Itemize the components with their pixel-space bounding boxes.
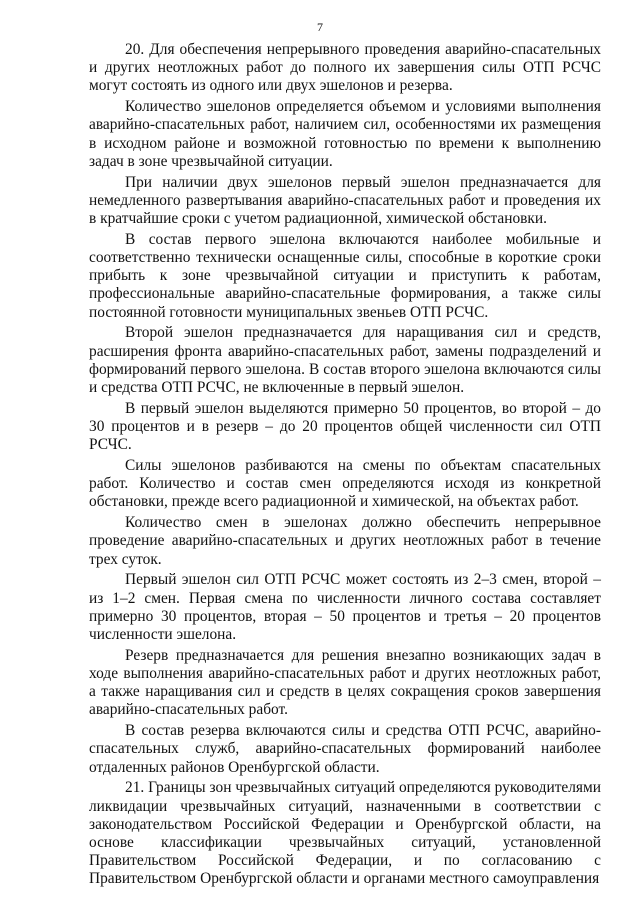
- paragraph-echelon-percentages: В первый эшелон выделяются примерно 50 процентов, во второй – до 30 процентов и в резерв – до 20 процентов общей численности сил ОТП РСЧС.: [89, 399, 601, 454]
- paragraph-first-echelon-shifts: Первый эшелон сил ОТП РСЧС может состоять из 2–3 смен, второй – из 1–2 смен. Первая смена по численности личного состава составляет примерно 30 процентов, вторая – 50 процентов и третья – 20 процентов численности эшелона.: [89, 571, 601, 644]
- paragraph-echelon-count: Количество эшелонов определяется объемом и условиями выполнения аварийно-спасательных работ, наличием сил, особенностями их размещения в исходном районе и возможной готовностью по времени к выполнению задач в зоне чрезвычайной ситуации.: [89, 98, 601, 170]
- paragraph-shift-count: Количество смен в эшелонах должно обеспечить непрерывное проведение аварийно-спасательных и других неотложных работ в течение трех суток.: [89, 514, 601, 568]
- paragraph-20-intro: 20. Для обеспечения непрерывного проведения аварийно-спасательных и других неотложных работ до полного их завершения силы ОТП РСЧС могут состоять из одного или двух эшелонов и резерва.: [89, 41, 601, 95]
- paragraph-21-zone-boundaries: 21. Границы зон чрезвычайных ситуаций определяются руководителями ликвидации чрезвычайных ситуаций, назначенными в соответствии с законодательством Российской Федерации и Оренбургской области, на основе классификации чрезвычайных ситуаций, установленной Правительством Российской Федерации, и по согласованию с Правительством Оренбургской области и органами местного самоуправления: [89, 779, 601, 888]
- paragraph-reserve-purpose: Резерв предназначается для решения внезапно возникающих задач в ходе выполнения аварийно-спасательных работ и других неотложных работ, а также наращивания сил и средств в целях сокращения сроков завершения аварийно-спасательных работ.: [89, 646, 601, 719]
- paragraph-second-echelon: Второй эшелон предназначается для наращивания сил и средств, расширения фронта аварийно-спасательных работ, замены подразделений и формирований первого эшелона. В состав второго эшелона включаются силы и средства ОТП РСЧС, не включенные в первый эшелон.: [89, 324, 601, 397]
- paragraph-first-echelon-composition: В состав первого эшелона включаются наиболее мобильные и соответственно технически оснащенные силы, способные в короткие сроки прибыть к зоне чрезвычайной ситуации и приступить к работам, профессиональные аварийно-спасательные формирования, а также силы постоянной готовности муниципальных звеньев ОТП РСЧС.: [89, 230, 601, 321]
- page-number: 7: [317, 20, 323, 34]
- paragraph-two-echelons: При наличии двух эшелонов первый эшелон предназначается для немедленного развертывания аварийно-спасательных работ и проведения их в кратчайшие сроки с учетом радиационной, химической обстановки.: [89, 173, 601, 228]
- document-body: [89, 41, 601, 891]
- paragraph-shifts: Силы эшелонов разбиваются на смены по объектам спасательных работ. Количество и состав смен определяются исходя из конкретной обстановки, прежде всего радиационной и химической, на объектах работ.: [89, 457, 601, 511]
- paragraph-reserve-composition: В состав резерва включаются силы и средства ОТП РСЧС, аварийно-спасательных служб, аварийно-спасательных формирований наиболее отдаленных районов Оренбургской области.: [89, 722, 601, 776]
